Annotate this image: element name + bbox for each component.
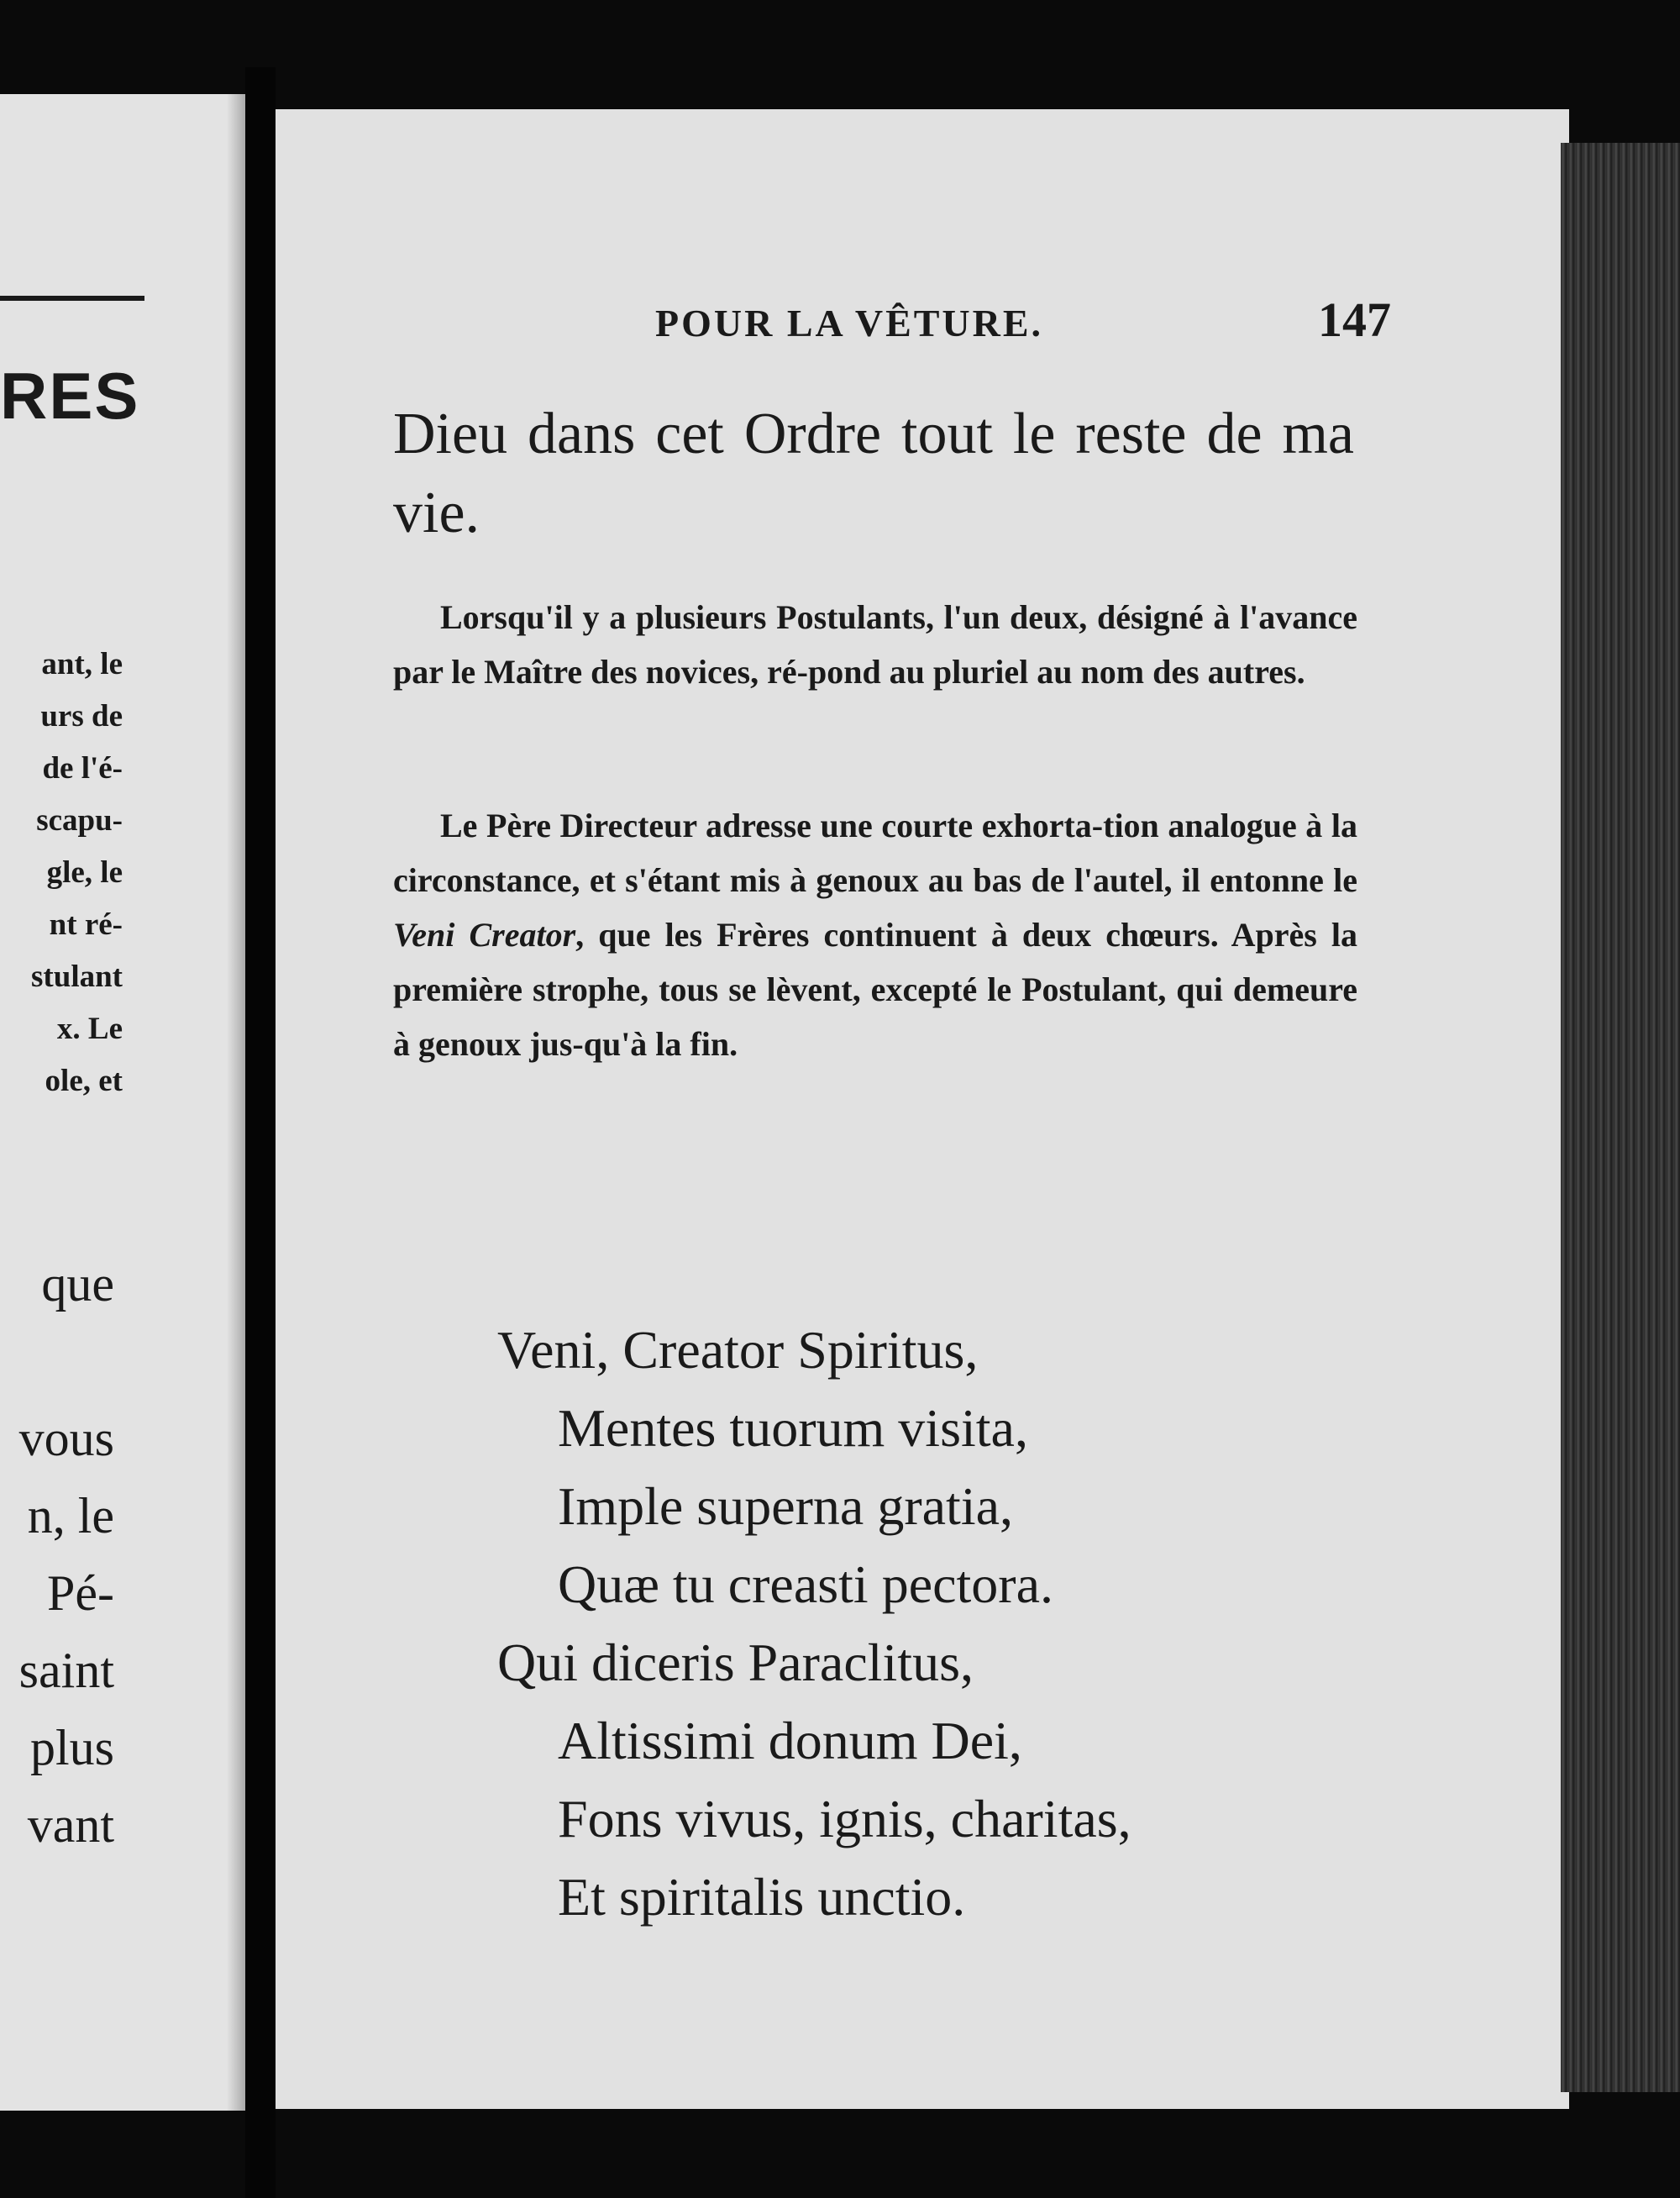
right-page xyxy=(276,109,1569,2109)
left-large-line: saint xyxy=(18,1643,114,1698)
rubric-text-before: Le Père Directeur adresse une courte exhorta-tion analogue à la circonstance, et s'étant mis à genoux au bas de l'autel, il entonne le xyxy=(393,807,1357,899)
left-page-heading: RES xyxy=(0,359,140,433)
hymn-stanza-2 xyxy=(276,1623,1569,1936)
left-page-fragment xyxy=(0,94,245,2111)
left-large-line: Pé- xyxy=(47,1565,114,1621)
hymn-stanza-1 xyxy=(276,1311,1569,1623)
left-large-line: vous xyxy=(18,1411,114,1466)
left-page-rule xyxy=(0,296,144,301)
running-head: POUR LA VÊTURE. xyxy=(655,302,1044,344)
hymn-line: Mentes tuorum visita, xyxy=(558,1398,1028,1458)
hymn-line: Qui diceris Paraclitus, xyxy=(497,1633,974,1692)
left-small-line: ole, et xyxy=(45,1064,123,1098)
left-page-small-text xyxy=(0,639,123,1107)
left-small-line: x. Le xyxy=(56,1012,123,1046)
left-large-line: vant xyxy=(27,1797,114,1853)
continuation-paragraph: Dieu dans cet Ordre tout le reste de ma vie. xyxy=(393,402,1354,545)
hymn-veni-creator xyxy=(276,1311,1569,1936)
hymn-line: Veni, Creator Spiritus, xyxy=(497,1320,979,1380)
book-spine xyxy=(245,67,276,2198)
left-small-line: urs de xyxy=(40,699,123,734)
left-small-line: nt ré- xyxy=(49,907,123,942)
left-small-line: ant, le xyxy=(41,647,123,681)
left-large-line: n, le xyxy=(27,1488,114,1543)
hymn-line: Imple superna gratia, xyxy=(558,1476,1013,1536)
hymn-line: Quæ tu creasti pectora. xyxy=(558,1554,1053,1614)
hymn-title-italic: Veni Creator xyxy=(393,916,576,954)
left-large-line: plus xyxy=(29,1720,114,1775)
left-large-line xyxy=(0,1322,114,1400)
hymn-line: Fons vivus, ignis, charitas, xyxy=(558,1789,1131,1848)
left-small-line: de l'é- xyxy=(42,751,123,786)
page-edge-stack xyxy=(1561,143,1680,2092)
left-page-large-text xyxy=(0,1245,114,1864)
left-small-line: gle, le xyxy=(46,855,123,890)
hymn-line: Et spiritalis unctio. xyxy=(558,1867,966,1927)
rubric-paragraph-postulants: Lorsqu'il y a plusieurs Postulants, l'un deux, désigné à l'avance par le Maître des novices, ré-pond au pluriel au nom des autres. xyxy=(393,598,1357,691)
left-small-line: scapu- xyxy=(36,803,123,838)
gutter-shadow xyxy=(227,94,245,2111)
rubric-paragraph-directeur xyxy=(393,798,1357,1071)
rubric-text-after: , que les Frères continuent à deux chœurs. Après la première strophe, tous se lèvent, excepté le Postulant, qui demeure à genoux jus-qu'à la fin. xyxy=(393,916,1358,1063)
left-small-line: stulant xyxy=(31,960,123,994)
hymn-line: Altissimi donum Dei, xyxy=(558,1711,1022,1770)
left-large-line: que xyxy=(41,1256,114,1312)
page-number: 147 xyxy=(1318,292,1391,347)
